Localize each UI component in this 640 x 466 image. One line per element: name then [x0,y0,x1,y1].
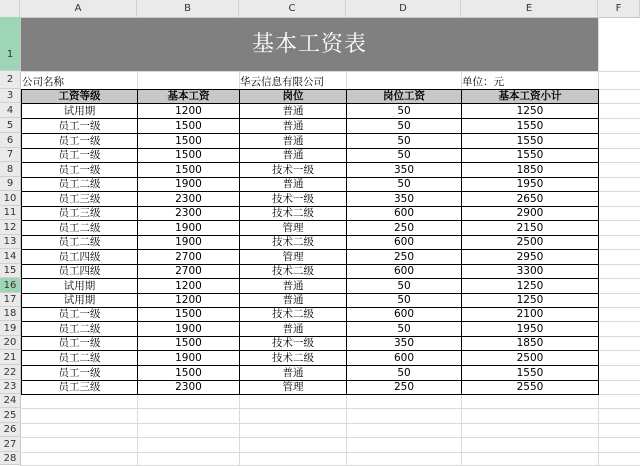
column-header-F[interactable]: F [598,0,640,17]
column-header-E[interactable]: E [461,0,598,17]
table-cell[interactable]: 员工四级 [22,265,138,279]
table-cell[interactable]: 员工一级 [22,119,138,134]
row-header-26[interactable]: 26 [0,423,20,437]
table-cell[interactable]: 技术二级 [240,265,347,279]
table-cell[interactable]: 员工一级 [22,308,138,322]
table-cell[interactable]: 管理 [240,250,347,265]
table-cell[interactable]: 技术二级 [240,308,347,322]
table-cell[interactable]: 普通 [240,322,347,337]
column-header-B[interactable]: B [137,0,239,17]
company-label-cell[interactable]: 公司名称 [22,76,64,88]
table-cell[interactable]: 1550 [462,149,599,163]
table-cell[interactable]: 管理 [240,381,347,395]
column-header-bar [0,0,640,18]
table-cell[interactable]: 50 [347,322,462,337]
table-cell[interactable]: 技术二级 [240,351,347,366]
table-cell[interactable]: 50 [347,279,462,294]
table-cell[interactable]: 员工三级 [22,192,138,207]
table-cell[interactable]: 1200 [138,294,240,308]
row-header-1[interactable]: 1 [0,17,20,71]
row-header-21[interactable]: 21 [0,350,20,365]
table-cell[interactable]: 员工一级 [22,149,138,163]
row-header-2[interactable]: 2 [0,71,20,89]
row-header-13[interactable]: 13 [0,235,20,249]
table-cell[interactable]: 员工一级 [22,337,138,351]
table-row [22,207,599,221]
table-row [22,250,599,265]
table-cell[interactable]: 员工一级 [22,163,138,178]
table-cell[interactable]: 1500 [138,337,240,351]
table-cell[interactable]: 员工二级 [22,178,138,192]
table-cell[interactable]: 50 [347,178,462,192]
row-header-25[interactable]: 25 [0,408,20,423]
table-cell[interactable]: 1900 [138,322,240,337]
select-all-corner[interactable] [0,0,20,17]
table-cell[interactable]: 1500 [138,149,240,163]
table-cell[interactable]: 普通 [240,178,347,192]
table-cell[interactable]: 2700 [138,265,240,279]
table-cell[interactable]: 员工一级 [22,366,138,381]
table-cell[interactable]: 350 [347,192,462,207]
table-cell[interactable]: 2150 [462,221,599,236]
column-header-C[interactable]: C [239,0,346,17]
row-header-16[interactable]: 16 [0,278,20,293]
salary-table [21,89,599,395]
table-cell[interactable]: 试用期 [22,104,138,119]
table-cell[interactable]: 试用期 [22,294,138,308]
table-cell[interactable]: 1900 [138,221,240,236]
table-cell[interactable]: 2550 [462,381,599,395]
table-cell[interactable]: 1850 [462,337,599,351]
gridline-horizontal [20,408,640,409]
table-cell[interactable]: 2950 [462,250,599,265]
table-cell[interactable]: 员工二级 [22,351,138,366]
table-header-cell[interactable]: 岗位工资 [347,90,462,104]
table-cell[interactable]: 员工四级 [22,250,138,265]
table-cell[interactable]: 1550 [462,119,599,134]
table-cell[interactable]: 50 [347,366,462,381]
table-cell[interactable]: 2650 [462,192,599,207]
table-cell[interactable]: 350 [347,163,462,178]
row-header-27[interactable]: 27 [0,437,20,452]
table-row [22,163,599,178]
table-cell[interactable]: 600 [347,265,462,279]
table-header-cell[interactable]: 基本工资 [138,90,240,104]
row-header-23[interactable]: 23 [0,380,20,394]
table-cell[interactable]: 技术一级 [240,163,347,178]
table-cell[interactable]: 1500 [138,119,240,134]
table-cell[interactable]: 管理 [240,221,347,236]
table-row [22,322,599,337]
table-cell[interactable]: 1950 [462,178,599,192]
table-row [22,294,599,308]
table-header-cell[interactable]: 工资等级 [22,90,138,104]
table-cell[interactable]: 1200 [138,104,240,119]
table-cell[interactable]: 2300 [138,192,240,207]
table-cell[interactable]: 技术二级 [240,236,347,250]
table-cell[interactable]: 50 [347,119,462,134]
table-cell[interactable]: 1500 [138,163,240,178]
sheet-title[interactable]: 基本工资表 [21,18,598,71]
table-row [22,178,599,192]
table-row [22,366,599,381]
table-cell[interactable]: 员工一级 [22,134,138,149]
table-cell[interactable]: 50 [347,294,462,308]
table-cell[interactable]: 3300 [462,265,599,279]
table-cell[interactable]: 1900 [138,178,240,192]
table-row [22,221,599,236]
table-row [22,337,599,351]
table-cell[interactable]: 1500 [138,308,240,322]
gridline-horizontal [20,437,640,438]
table-cell[interactable]: 普通 [240,366,347,381]
table-row [22,134,599,149]
table-cell[interactable]: 普通 [240,279,347,294]
table-cell[interactable]: 1250 [462,104,599,119]
row-header-15[interactable]: 15 [0,264,20,278]
table-cell[interactable]: 1850 [462,163,599,178]
row-header-28[interactable]: 28 [0,452,20,465]
table-cell[interactable]: 普通 [240,104,347,119]
table-cell[interactable]: 2900 [462,207,599,221]
table-cell[interactable]: 1900 [138,236,240,250]
row-header-12[interactable]: 12 [0,220,20,235]
table-cell[interactable]: 600 [347,207,462,221]
row-header-bar [0,17,21,465]
table-cell[interactable]: 600 [347,236,462,250]
table-cell[interactable]: 250 [347,250,462,265]
table-cell[interactable]: 50 [347,104,462,119]
table-cell[interactable]: 1500 [138,134,240,149]
table-cell[interactable]: 普通 [240,294,347,308]
table-cell[interactable]: 普通 [240,119,347,134]
table-row [22,192,599,207]
table-cell[interactable]: 技术二级 [240,207,347,221]
table-cell[interactable]: 2300 [138,207,240,221]
table-cell[interactable]: 2500 [462,236,599,250]
table-header-cell[interactable]: 基本工资小计 [462,90,599,104]
table-cell[interactable]: 2500 [462,351,599,366]
table-header-row [22,90,599,104]
table-cell[interactable]: 250 [347,381,462,395]
table-cell[interactable]: 2700 [138,250,240,265]
unit-label-cell[interactable]: 单位：元 [462,76,504,88]
row-header-4[interactable]: 4 [0,103,20,118]
table-row [22,279,599,294]
table-row [22,381,599,395]
table-cell[interactable]: 250 [347,221,462,236]
table-row [22,236,599,250]
table-cell[interactable]: 试用期 [22,279,138,294]
table-row [22,104,599,119]
table-cell[interactable]: 2300 [138,381,240,395]
row-header-10[interactable]: 10 [0,191,20,206]
table-cell[interactable]: 1550 [462,134,599,149]
table-cell[interactable]: 50 [347,134,462,149]
row-header-8[interactable]: 8 [0,162,20,177]
table-cell[interactable]: 1950 [462,322,599,337]
column-header-A[interactable]: A [20,0,137,17]
table-cell[interactable]: 普通 [240,149,347,163]
row-header-14[interactable]: 14 [0,249,20,264]
gridline-horizontal [20,452,640,453]
row-header-6[interactable]: 6 [0,133,20,148]
table-cell[interactable]: 员工二级 [22,322,138,337]
row-header-22[interactable]: 22 [0,365,20,380]
table-cell[interactable]: 技术一级 [240,337,347,351]
table-row [22,308,599,322]
table-cell[interactable]: 1900 [138,351,240,366]
row-header-3[interactable]: 3 [0,89,20,103]
table-cell[interactable]: 50 [347,149,462,163]
table-cell[interactable]: 1250 [462,294,599,308]
column-header-D[interactable]: D [346,0,461,17]
row-header-11[interactable]: 11 [0,206,20,220]
row-header-5[interactable]: 5 [0,118,20,133]
gridline-horizontal [20,423,640,424]
row-header-24[interactable]: 24 [0,394,20,408]
table-cell[interactable]: 技术一级 [240,192,347,207]
table-cell[interactable]: 350 [347,337,462,351]
table-cell[interactable]: 员工二级 [22,236,138,250]
table-cell[interactable]: 1250 [462,279,599,294]
table-cell[interactable]: 2100 [462,308,599,322]
row-header-17[interactable]: 17 [0,293,20,307]
row-header-9[interactable]: 9 [0,177,20,191]
gridline-horizontal [20,71,640,72]
row-header-19[interactable]: 19 [0,321,20,336]
table-header-cell[interactable]: 岗位 [240,90,347,104]
table-cell[interactable]: 员工三级 [22,381,138,395]
row-header-7[interactable]: 7 [0,148,20,162]
table-row [22,351,599,366]
table-cell[interactable]: 600 [347,351,462,366]
row-header-20[interactable]: 20 [0,336,20,350]
company-name-cell[interactable]: 华云信息有限公司 [240,76,324,88]
row-header-18[interactable]: 18 [0,307,20,321]
table-row [22,265,599,279]
table-cell[interactable]: 普通 [240,134,347,149]
table-row [22,119,599,134]
table-cell[interactable]: 1200 [138,279,240,294]
table-cell[interactable]: 1550 [462,366,599,381]
table-cell[interactable]: 员工三级 [22,207,138,221]
table-row [22,149,599,163]
table-cell[interactable]: 600 [347,308,462,322]
table-cell[interactable]: 员工二级 [22,221,138,236]
table-cell[interactable]: 1500 [138,366,240,381]
